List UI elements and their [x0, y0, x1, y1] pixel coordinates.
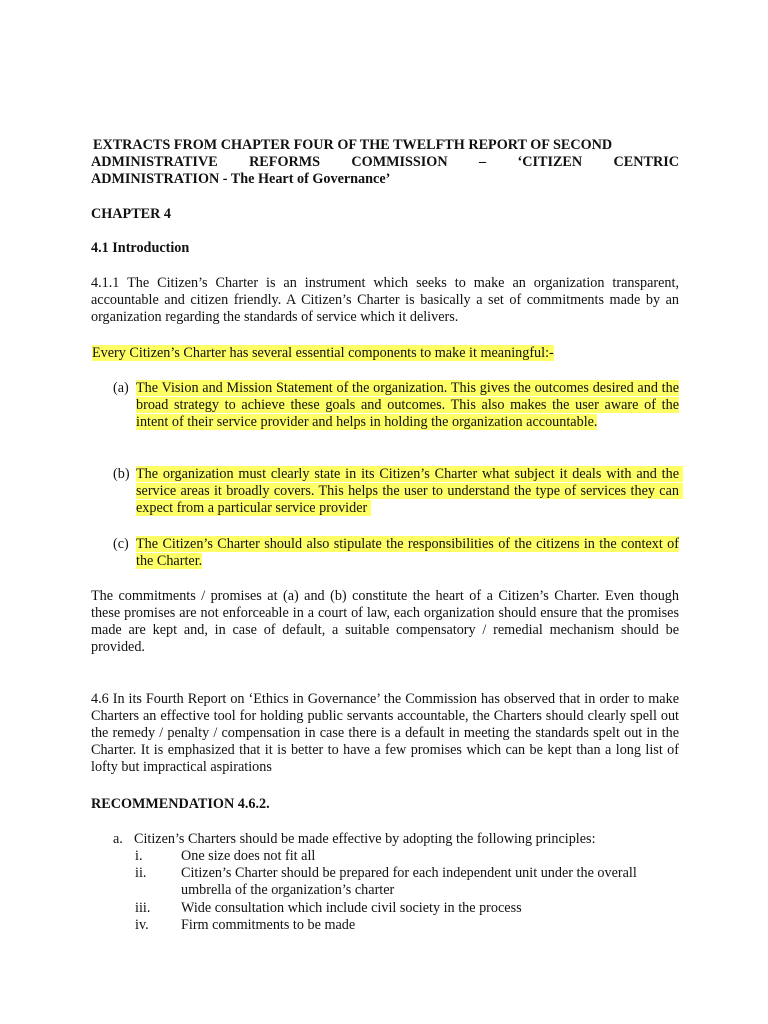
section-title: 4.1 Introduction	[91, 240, 190, 256]
component-item	[113, 536, 679, 570]
component-item	[113, 466, 683, 517]
heading-word: COMMISSION	[351, 154, 448, 170]
recommendation-title: RECOMMENDATION 4.6.2.	[91, 796, 270, 812]
principle-marker: iv.	[135, 917, 149, 933]
component-body	[136, 380, 679, 431]
component-marker: (a)	[113, 380, 129, 396]
principle-text: Wide consultation which include civil society in the process	[181, 900, 522, 916]
principle-text: Firm commitments to be made	[181, 917, 356, 933]
document-heading	[91, 137, 679, 188]
heading-word: ‘CITIZEN	[517, 154, 583, 170]
component-text: The Citizen’s Charter should also stipulate the responsibilities of the citizens in the context of the Charter.	[136, 536, 679, 569]
component-marker: (b)	[113, 466, 130, 482]
heading-word: REFORMS	[249, 154, 320, 170]
heading-word: ADMINISTRATIVE	[91, 154, 218, 170]
recommendation-marker: a.	[113, 831, 123, 847]
component-item	[113, 380, 679, 431]
heading-word: –	[478, 154, 487, 170]
paragraph-4-1-1: 4.1.1 The Citizen’s Charter is an instrument which seeks to make an organization transparent, accountable and citizen friendly. A Citizen’s Charter is basically a set of commitments made by an organization regarding the standards of service which it delivers.	[91, 275, 679, 325]
component-text: The Vision and Mission Statement of the organization. This gives the outcomes desired and the broad strategy to achieve these goals and outcomes. This also makes the user aware of the intent of their service provider and helps in holding the organization accountable.	[136, 380, 679, 430]
components-lead-text: Every Citizen’s Charter has several essential components to make it meaningful:-	[92, 345, 554, 361]
component-body	[136, 466, 683, 517]
heading-line-2	[91, 154, 679, 171]
component-text: The organization must clearly state in its Citizen’s Charter what subject it deals with and the service areas it broadly covers. This helps the user to understand the type of services they can expect from a particular service provider	[136, 466, 683, 516]
components-lead	[92, 345, 680, 362]
principle-item	[135, 865, 679, 899]
heading-line-1: EXTRACTS FROM CHAPTER FOUR OF THE TWELFTH REPORT OF SECOND	[93, 137, 613, 153]
principle-marker: iii.	[135, 900, 151, 916]
principle-text: One size does not fit all	[181, 848, 316, 864]
principle-marker: i.	[135, 848, 143, 864]
paragraph-commitments: The commitments / promises at (a) and (b) constitute the heart of a Citizen’s Charter. Even though these promises are not enforceable in a court of law, each organization should ensure that the promises made are kept and, in case of default, a suitable compensatory / remedial mechanism should be provided.	[91, 588, 679, 655]
component-body	[136, 536, 679, 570]
principle-item	[135, 900, 679, 917]
heading-word: CENTRIC	[613, 154, 679, 170]
component-marker: (c)	[113, 536, 129, 552]
principle-marker: ii.	[135, 865, 147, 881]
chapter-label: CHAPTER 4	[91, 206, 172, 222]
recommendation-item-a	[113, 831, 679, 848]
recommendation-text: Citizen’s Charters should be made effective by adopting the following principles:	[134, 831, 596, 847]
principle-item	[135, 848, 679, 865]
principle-text: Citizen’s Charter should be prepared for each independent unit under the overall umbrella of the organization’s charter	[181, 865, 637, 898]
principle-item	[135, 917, 679, 934]
heading-line-3: ADMINISTRATION - The Heart of Governance’	[91, 171, 391, 187]
paragraph-4-6: 4.6 In its Fourth Report on ‘Ethics in Governance’ the Commission has observed that in order to make Charters an effective tool for holding public servants accountable, the Charters should clearly spell out the remedy / penalty / compensation in case there is a default in meeting the standards spelt out in the Charter. It is emphasized that it is better to have a few promises which can be kept than a long list of lofty but impractical aspirations	[91, 691, 679, 775]
